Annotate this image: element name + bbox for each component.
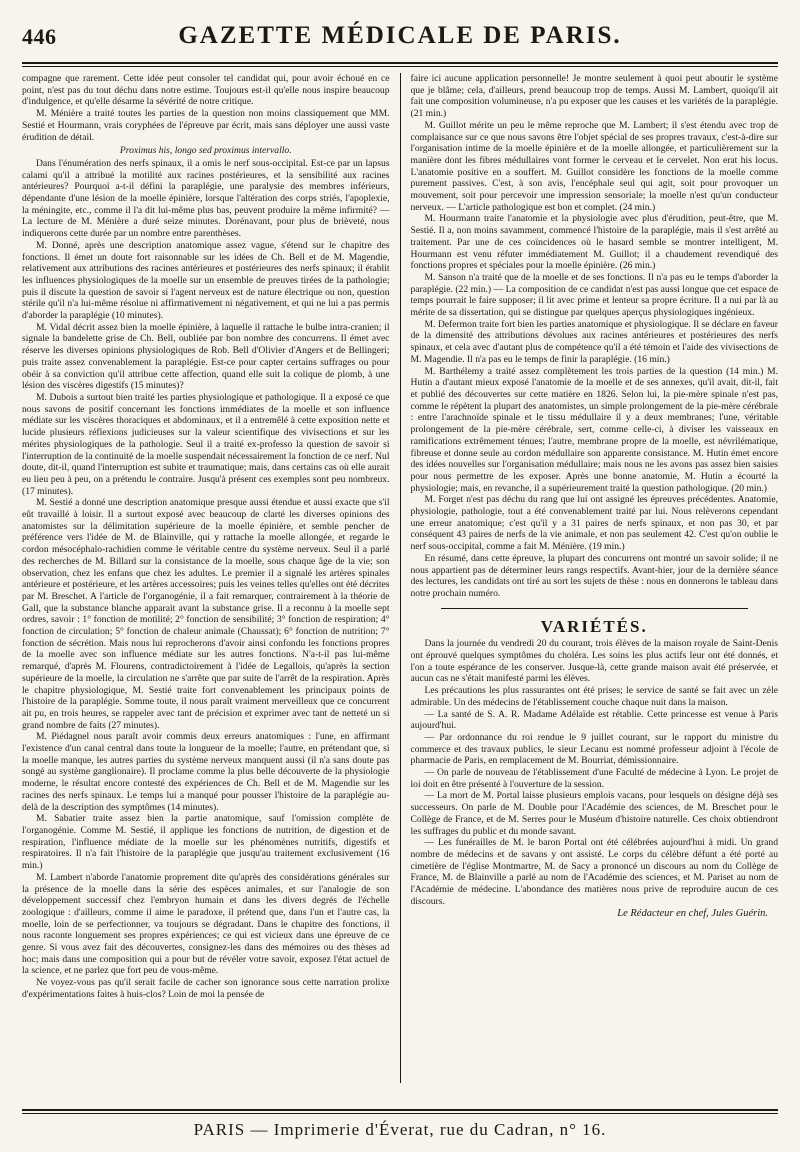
- printer-imprint: PARIS — Imprimerie d'Éverat, rue du Cadran, n° 16.: [193, 1120, 607, 1139]
- page-number: 446: [22, 24, 57, 49]
- news-item: Les précautions les plus rassurantes ont été prises; le service de santé se fait avec un zèle admirable. Un des médecins de l'établissement couche chaque nuit dans la maison.: [410, 685, 778, 708]
- paragraph: M. Sestié a donné une description anatomique presque aussi étendue et aussi exacte que s'il eût travaillé à loisir. Il a surtout exposé avec beaucoup de clarté les diverses opinions des anatomistes sur la délimitation supérieure de la moelle épinière, et semble pencher de préférence vers l'idée de M. de Blainville, qui y rattache la moelle allongée, et regarde le cordon mésocéphalo-rachidien comme le véritable centre du système nerveux. Seul il a parlé des recherches de M. Billard sur la consistance de la moelle, sous chaque âge de la vie; son observation, chez les enfans que chez les adultes. Le premier il a signalé les artères spinales antérieure et postérieure, et les artères accessoires; puis les veines telles qu'elles ont été décrites par M. Breschet. A l'article de l'organogénie, il a fait remarquer, contrairement à la théorie de Gall, que la substance blanche apparait avant la substance grise. Il a reconnu à la moelle sept ordres, savoir : 1° fonction de motilité; 2° fonction de sensibilité; 3° fonction de respiration; 4° fonction de circulation; 5° fonction de chaleur animale (Chaussat); 6° fonction de nutrition; 7° fonction de sécrétion. Mais nous lui reprocherons d'avoir ainsi confondu les fonctions propres de la moelle avec son influence médiate sur les autres fonctions. N'a-t-il pas lui-même remarqué, d'après M. Flourens, contradictoirement à l'idée de Legallois, qu'après la section supérieure de la moelle, la circulation ne s'arrête que par suite de l'arrêt de la respiration. Après le chapitre physiologique, M. Sestié traite fort convenablement les principaux points de l'histoire de la paraplégie. Somme toute, il nous paraît vraiment merveilleux que ce concurrent ait pu, en trois heures, se rappeler avec tant de précision et exprimer avec tant de netteté un si grand nombre de faits (27 minutes).: [22, 497, 390, 731]
- paragraph: M. Vidal décrit assez bien la moelle épinière, à laquelle il rattache le bulbe intra-cranien; il signale la bandelette grise de Ch. Bell, oubliée par bon nombre des concurrens. Il émet avec réserve les diverses opinions physiologiques de Rob. Bell d'Olivier d'Angers et de Bellingeri; puis traite assez convenablement la paraplégie. Est-ce pour capter certains suffrages ou pour obéir à sa conviction qu'il attribue cette affection, quand elle suit la colique de plomb, à une lésion des viscères digestifs (15 minutes)?: [22, 321, 390, 392]
- paragraph: M. Guillot mérite un peu le même reproche que M. Lambert; il s'est étendu avec trop de complaisance sur ce que nous savons être l'objet spécial de ses propres travaux, c'est-à-dire sur l'organisation intime de la moelle épinière et de la moelle allongée, et particulièrement sur la manière dont les fibres médullaires vont former le cerveau et le cervelet. Non erat his locus. L'anatomie positive en a souffert. M. Guillot considère les fonctions de la moelle comme purement passives. C'est, à son avis, l'encéphale seul qui agit, soit pour provoquer un mouvement, soit pour percevoir une impression sensoriale; la moelle n'est qu'un conducteur nerveux. — L'article pathologique est bon et complet. (24 min.): [410, 119, 778, 213]
- news-item: — On parle de nouveau de l'établissement d'une Faculté de médecine à Lyon. Le projet de loi doit en être présenté à l'ouverture de la session.: [410, 767, 778, 790]
- paragraph: M. Forget n'est pas déchu du rang que lui ont assigné les épreuves précédentes. Anatomie, physiologie, pathologie, tout a été convenablement traité par lui. Nous relèverons cependant une erreur anatomique; c'est qu'il y a 31 paires de nerfs spinaux, et non pas 30, et par conséquent 43 paires de nerfs de la vie animale, et non pas seulement 42. C'est qu'on oublie le nerf sous-occipital, comme a fait M. Ménière. (19 min.): [410, 494, 778, 553]
- paragraph: M. Piédagnel nous paraît avoir commis deux erreurs anatomiques : l'une, en affirmant l'existence d'un canal central dans toute la longueur de la moelle; l'autre, en prétendant que, si la moelle manque, les autres parties du système nerveux manquent aussi (il n'a sans doute pas songé au système ganglionaire). Il proclame comme la plus belle découverte de la physiologie moderne, le résultat encore contesté des expériences de Ch. Bell et de M. Magendie sur les racines des nerfs spinaux. Le temps lui a manqué pour pousser l'histoire de la paraplégie au-delà de la description des symptômes (14 minutes).: [22, 731, 390, 813]
- section-title-varietes: VARIÉTÉS.: [540, 616, 648, 636]
- news-item: — La santé de S. A. R. Madame Adélaïde est rétablie. Cette princesse est venue à Paris aujourd'hui.: [410, 708, 778, 732]
- editor-signature: Le Rédacteur en chef, Jules Guérin.: [617, 907, 768, 919]
- journal-title: GAZETTE MÉDICALE DE PARIS.: [178, 22, 622, 49]
- paragraph: M. Sabatier traite assez bien la partie anatomique, sauf l'omission complète de l'organogénie. Comme M. Sestié, il applique les fonctions de nutrition, de digestion et de respiration, l'influence médiate de la moelle sur les phénomènes nutritifs, digestifs et respiratoires. Il n'a fait l'histoire de la paraplégie que jusqu'au traitement exclusivement (16 min.): [22, 813, 390, 872]
- footer-rule: [22, 1109, 778, 1114]
- paragraph: M. Ménière a traité toutes les parties de la question non moins classiquement que MM. Sestié et Hourmann, vrais coryphées de l'épreuve par écrit, mais sans déployer une aussi vaste érudition de détail.: [22, 108, 390, 143]
- paragraph: M. Donné, après une description anatomique assez vague, s'étend sur le chapitre des fonctions. Il émet un doute fort raisonnable sur les idées de Ch. Bell et de M. Magendie, relativement aux attributions des racines antérieures et postérieures des nerfs spinaux; il établit les influences physiologiques de la moelle sur un ensemble de preuves tirées de la pathologie; puis il discute la question de savoir si l'agent nerveux est de nature électrique ou non, question stérile qu'il n'a lui-même résolue ni affirmativement ni négativement, et qui ne lui a pas permis d'aborder la paraplégie (10 minutes).: [22, 239, 390, 322]
- paragraph: compagne que rarement. Cette idée peut consoler tel candidat qui, pour avoir échoué en ce point, n'est pas du tout déchu dans notre estime. Toujours est-il qu'elle nous inspire beaucoup d'indulgence, et qu'elle désarme la sévérité de notre critique.: [22, 73, 390, 108]
- news-item: — Les funérailles de M. le baron Portal ont été célébrées aujourd'hui à midi. Un grand nombre de médecins et de savans y ont assisté. Le corps du célèbre défunt a été porté au cimetière de l'église Montmartre, M. de Sacy a prononcé un discours au nom du Collège de France, M. de Blainville a parlé au nom de l'Académie des sciences, et M. Pariset au nom de l'Académie de médecine. L'abondance des matières nous prive de reproduire aucun de ces discours.: [410, 837, 778, 907]
- paragraph: M. Dubois a surtout bien traité les parties physiologique et pathologique. Il a exposé ce que nous savons de positif concernant les fonctions immédiates de la moelle et son influence médiate sur les viscères thoraciques et abdominaux, et il a entremêlé à cette exposition nette et lucide plusieurs réflexions judicieuses sur la valeur scientifique des vivisections et sur les mérites physiologiques de la pathologie. Seul il a traité ex-professo la question de savoir si l'interruption de la continuité de la moelle suspendait nécessairement la fonction de ce nerf. Nul doute, dit-il, quand l'interruption est subite et traumatique; mais, dans certains cas où elle aurait eu lieu peu à peu, on a prétendu le contraire. Jusqu'à présent ces exemples sont peu nombreux. (17 minutes).: [22, 391, 390, 497]
- page-footer: [22, 1109, 778, 1140]
- paragraph: M. Barthélemy a traité assez complètement les trois parties de la question (14 min.) M. Hutin a d'autant mieux exposé l'anatomie de la moelle et de ses annexes, qu'il avait, dit-il, fait et publié des découvertes sur cette matière en 1826. Selon lui, la pie-mère spinale n'est pas, comme le répètent la plupart des anatomistes, un simple prolongement de la pie-mère cérébrale : entre l'arachnoïde spinale et le tissu médullaire il y a deux membranes; l'une, véritable prolongement de la pie-mère cérébrale, sert, comme celle-ci, à diviser les vaisseaux en ramifications extrêmement ténues; l'autre, membrane propre de la moelle, est névrilématique, fibreuse et donne seule au cordon médullaire son apparente consistance. M. Hutin émet encore des idées nouvelles sur l'organisation médullaire; mais nous ne les avons pas assez bien saisies pour nous permettre de les exposer. Après une bonne anatomie, M. Hutin a écourté la physiologie; mais, en revanche, il a supérieurement traité la question pathologique. (20 min.): [410, 365, 778, 494]
- news-item: Dans la journée du vendredi 20 du courant, trois élèves de la maison royale de Saint-Denis ont éprouvé quelques symptômes du choléra. Les soins les plus actifs leur ont été donnés, et l'on a toute espérance de les conserver. Jusque-là, cette grande maison avait été préservée, et aucun cas ne s'était manifesté parmi les élèves.: [410, 638, 778, 685]
- header-rule: [22, 62, 778, 67]
- paragraph: M. Defermon traite fort bien les parties anatomique et physiologique. Il se déclare en faveur de la dimensité des attributions dévolues aux racines antérieures et postérieures des nerfs spinaux, et cela avec d'autant plus de compétence qu'il a été témoin et l'aide des vivisections de M. Magendie. Il n'a pas eu le temps de finir la paraplégie. (16 min.): [410, 318, 778, 365]
- paragraph: Dans l'énumération des nerfs spinaux, il a omis le nerf sous-occipital. Est-ce par un lapsus calami qu'il a attribué la motilité aux racines postérieures, et la sensibilité aux racines antérieures? Pourquoi a-t-il défini la paraplégie, une paralysie des membres inférieurs, dépendante d'une lésion de la moelle épinière, lorsque l'altération des corps striés, l'apoplexie, la méningite, etc., comme il l'a dit lui-même plus bas, peuvent produire la même infirmité? — La lecture de M. Ménière a duré seize minutes. Dorénavant, pour plus de brièveté, nous indiquerons cette durée par un nombre entre parenthèses.: [22, 157, 390, 240]
- news-item: — La mort de M. Portal laisse plusieurs emplois vacans, pour lesquels on désigne déjà ses successeurs. On parle de M. Double pour l'Académie des sciences, de M. Breschet pour le Collège de France, et de M. Serres pour le Muséum d'histoire naturelle. Ces choix obtiendront les suffrages du public et du monde savant.: [410, 790, 778, 837]
- article-columns: [22, 73, 778, 1083]
- masthead: [22, 14, 778, 62]
- paragraph: Ne voyez-vous pas qu'il serait facile de cacher son ignorance sous cette narration prolixe d'expérimentations faites à huis-clos? Loin de moi la pensée de: [22, 977, 390, 1000]
- section-separator: [441, 608, 749, 609]
- paragraph: En résumé, dans cette épreuve, la plupart des concurrens ont montré un savoir solide; il ne nous appartient pas de déterminer leurs rangs respectifs. Avant-hier, jour de la dernière séance des lectures, les candidats ont tiré au sort les sujets de thèse : nous en donnerons le tableau dans notre prochain numéro.: [410, 552, 778, 599]
- right-column: [411, 73, 779, 1083]
- news-item: — Par ordonnance du roi rendue le 9 juillet courant, sur le rapport du ministre du commerce et des travaux publics, le sieur Lecanu est nommé professeur adjoint à l'école de pharmacie de Paris, en remplacement de M. Bourriat, démissionnaire.: [410, 731, 778, 767]
- latin-quote: Proximus his, longo sed proximus intervallo.: [119, 145, 292, 157]
- paragraph: M. Sanson n'a traité que de la moelle et de ses fonctions. Il n'a pas eu le temps d'aborder la paraplégie. (22 min.) — La composition de ce candidat n'est pas aussi longue que cet espace de temps pourrait le faire supposer; il lit avec prime et lenteur sa propre écriture. Il a nui par là au mérite de sa dissertation, qui se distingue par quelques aperçus physiologiques ingénieux.: [410, 271, 778, 319]
- paragraph: M. Hourmann traite l'anatomie et la physiologie avec plus d'érudition, peut-être, que M. Sestié. Il a, non moins savamment, commencé l'histoire de la paraplégie, mais il s'est arrêté au traitement. Par une de ces coïncidences où le hasard semble se montrer intelligent, M. Hourmann est venu réfuter immédiatement M. Guillot; il a chaudement revendiqué des fonctions propres et spéciales pour la moelle épinière. (26 min.): [410, 213, 778, 272]
- column-divider: [400, 73, 401, 1083]
- paragraph: M. Lambert n'aborde l'anatomie proprement dite qu'après des considérations générales sur la présence de la moelle dans la série des espèces animales, et sur l'analogie de son développement successif chez l'embryon humain et dans les divers degrés de l'échelle zoologique : d'ailleurs, comme il aime le paradoxe, il prétend que, dans l'un et l'autre cas, la moelle, loin de se perfectionner, va toujours se dégradant. Dans le chapitre des fonctions, il nous raconte longuement ses propres expériences; ce qui est vicieux dans une épreuve de ce genre. Si vous avez fait des découvertes, consignez-les dans des mémoires ou des thèses ad hoc; mais dans une composition qui a pour but de révéler votre savoir, exposez l'état actuel de la science, et ne parlez que fort peu de vous-même.: [22, 871, 390, 977]
- paragraph: faire ici aucune application personnelle! Je montre seulement à quoi peut aboutir le système que je blâme; cela, d'ailleurs, prend beaucoup trop de temps. Aussi M. Lambert, quoiqu'il ait fait une composition volumineuse, n'a pu exposer que les causes et les variétés de la paraplégie. (21 min.): [410, 73, 778, 120]
- left-column: [22, 73, 390, 1083]
